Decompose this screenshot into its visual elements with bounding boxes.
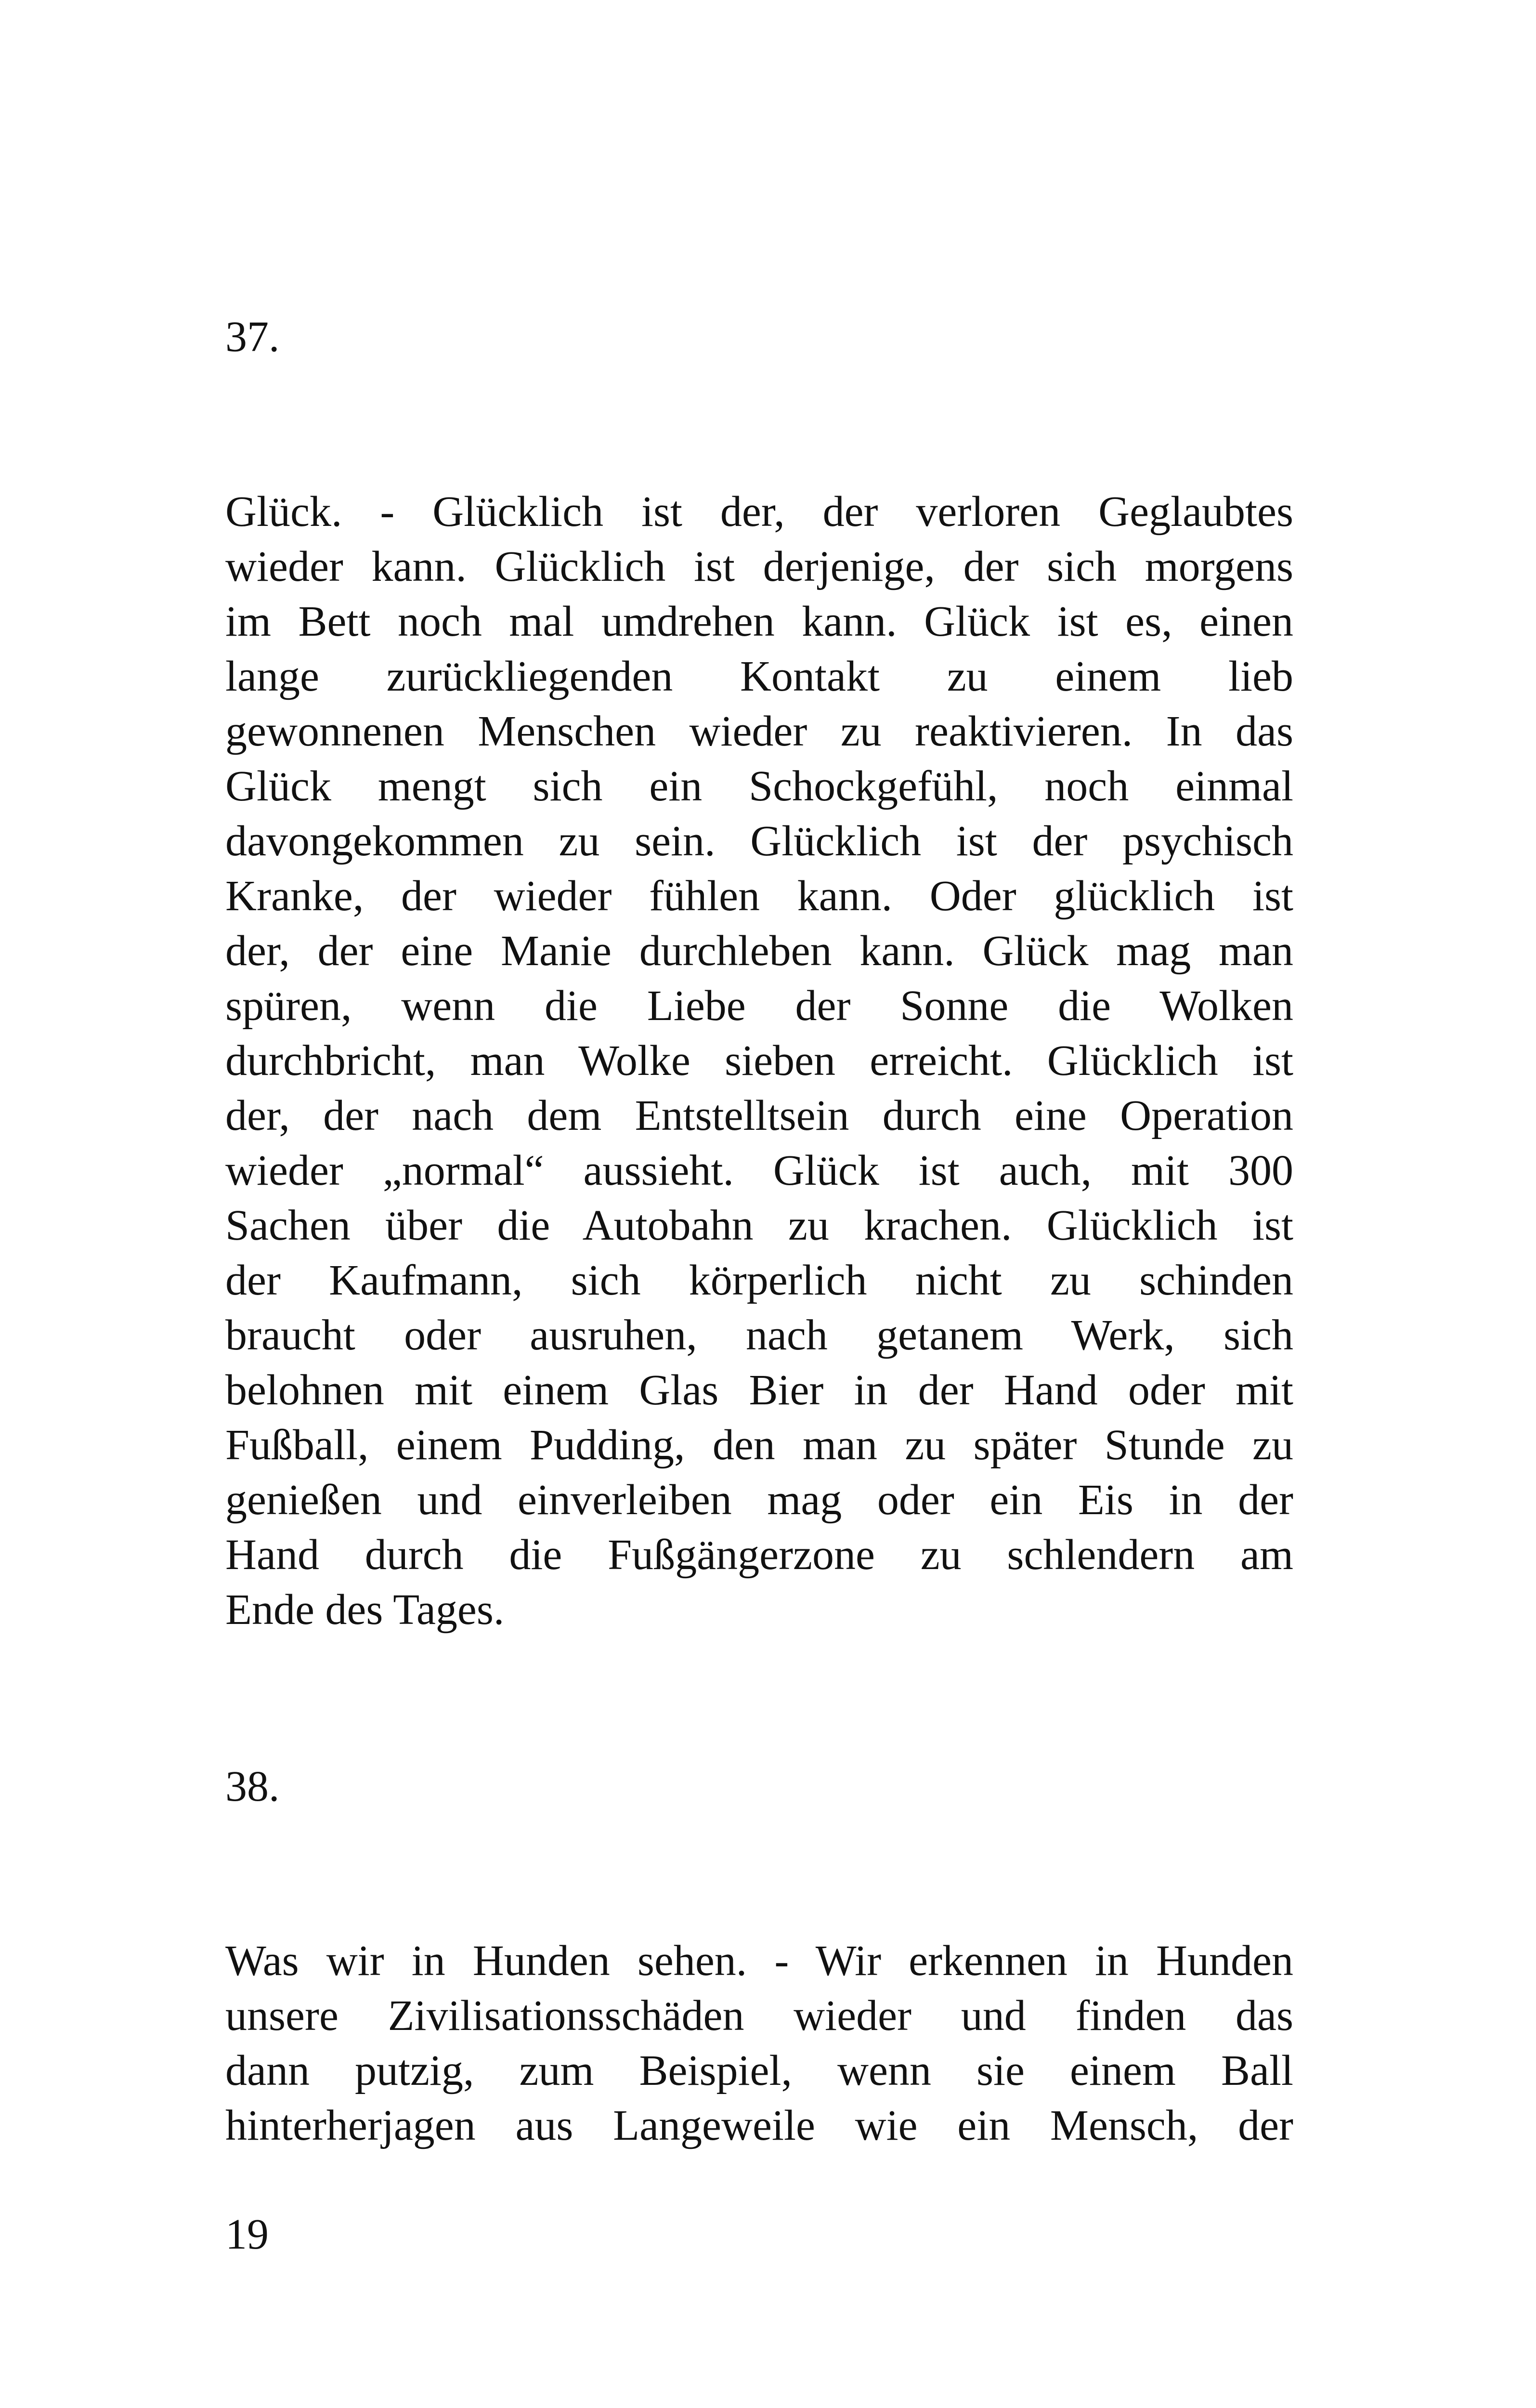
paragraph-line: genießen und einverleiben mag oder ein Eis in der (225, 1476, 1293, 1524)
paragraph-line: Was wir in Hunden sehen. - Wir erkennen in Hunden (225, 1937, 1293, 1985)
paragraph-line: Kranke, der wieder fühlen kann. Oder glücklich ist (225, 872, 1293, 920)
paragraph-line: davongekommen zu sein. Glücklich ist der psychisch (225, 817, 1293, 865)
paragraph-line: im Bett noch mal umdrehen kann. Glück ist es, einen (225, 598, 1293, 645)
section-number-37: 37. (225, 313, 280, 361)
paragraph-line: der, der eine Manie durchleben kann. Glück mag man (225, 927, 1293, 975)
paragraph-line: wieder kann. Glücklich ist derjenige, der sich morgens (225, 543, 1293, 590)
paragraph-line: der, der nach dem Entstelltsein durch eine Operation (225, 1092, 1293, 1139)
paragraph-line: wieder „normal“ aussieht. Glück ist auch, mit 300 (225, 1147, 1293, 1194)
paragraph-line: unsere Zivilisationsschäden wieder und finden das (225, 1992, 1293, 2040)
paragraph-line: durchbricht, man Wolke sieben erreicht. Glücklich ist (225, 1037, 1293, 1085)
paragraph-line: lange zurückliegenden Kontakt zu einem lieb (225, 653, 1293, 700)
page-number: 19 (225, 2211, 269, 2258)
paragraph-line: dann putzig, zum Beispiel, wenn sie einem Ball (225, 2047, 1293, 2094)
paragraph-line: Ende des Tages. (225, 1586, 505, 1634)
paragraph-line: hinterherjagen aus Langeweile wie ein Mensch, der (225, 2102, 1293, 2149)
section-37-paragraph (225, 484, 1293, 1637)
paragraph-line: Glück mengt sich ein Schockgefühl, noch einmal (225, 762, 1293, 810)
paragraph-line: der Kaufmann, sich körperlich nicht zu schinden (225, 1256, 1293, 1304)
paragraph-line: Hand durch die Fußgängerzone zu schlendern am (225, 1531, 1293, 1579)
paragraph-line: gewonnenen Menschen wieder zu reaktivieren. In das (225, 707, 1293, 755)
section-number-38: 38. (225, 1763, 280, 1810)
paragraph-line: Glück. - Glücklich ist der, der verloren Geglaubtes (225, 488, 1293, 536)
paragraph-line: Fußball, einem Pudding, den man zu später Stunde zu (225, 1421, 1293, 1469)
paragraph-line: belohnen mit einem Glas Bier in der Hand oder mit (225, 1366, 1293, 1414)
paragraph-line: Sachen über die Autobahn zu krachen. Glücklich ist (225, 1202, 1293, 1249)
paragraph-line: braucht oder ausruhen, nach getanem Werk, sich (225, 1311, 1293, 1359)
section-38-paragraph (225, 1934, 1293, 2153)
paragraph-line: spüren, wenn die Liebe der Sonne die Wolken (225, 982, 1293, 1030)
